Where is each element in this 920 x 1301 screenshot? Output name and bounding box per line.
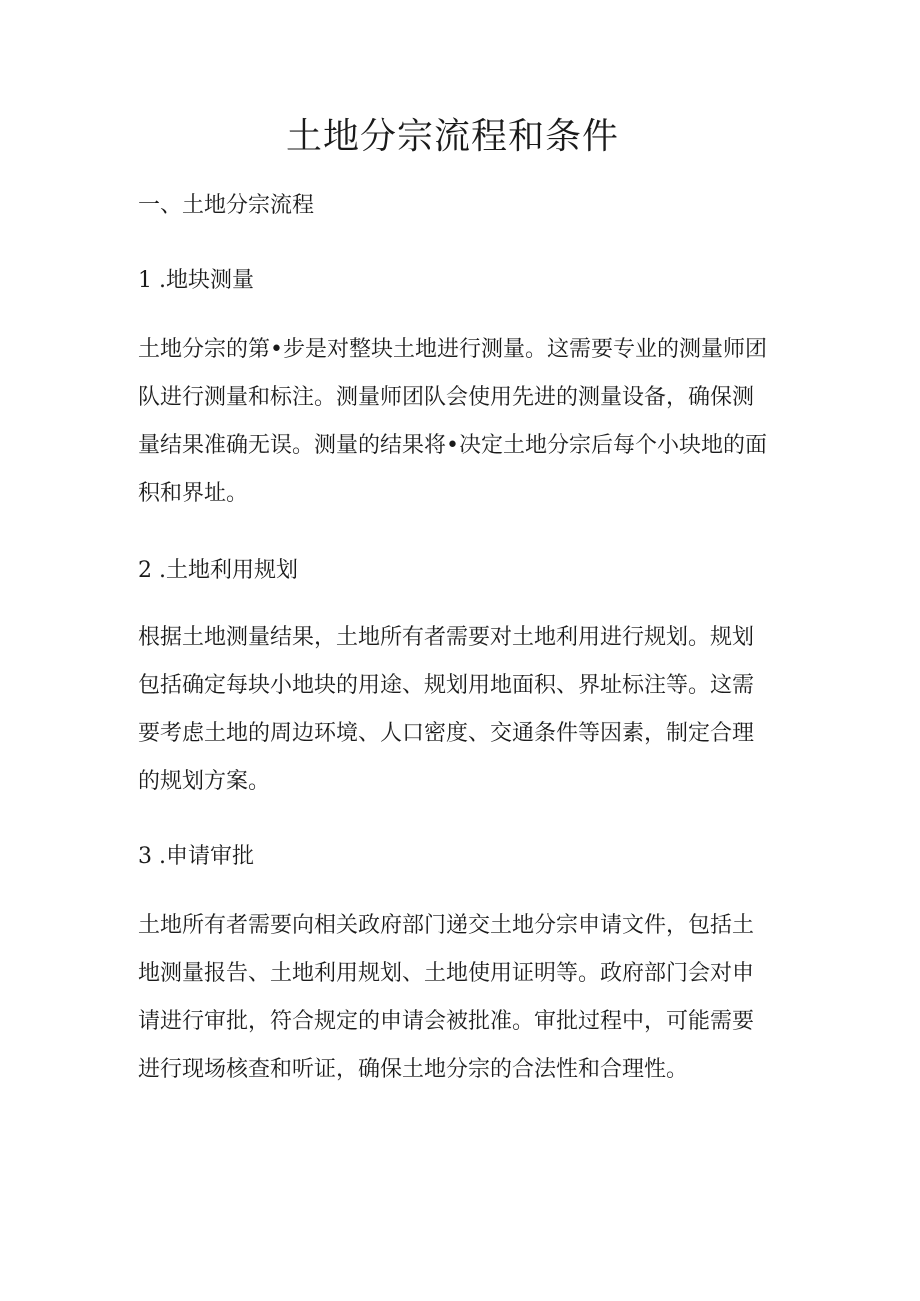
section-heading-land-subdivision-process: 一、土地分宗流程 [138,193,315,218]
step-body-land-survey: 土地分宗的第•步是对整块土地进行测量。这需要专业的测量师团队进行测量和标注。测量师团队会使用先进的测量设备，确保测量结果准确无误。测量的结果将•决定土地分宗后每个小块地的面积和界址。 [138,337,767,506]
step-heading-application-approval: 3 .申请审批 [138,844,254,869]
document-title: 土地分宗流程和条件 [285,116,619,157]
step-body-application-approval: 土地所有者需要向相关政府部门递交土地分宗申请文件，包括土地测量报告、土地利用规划、土地使用证明等。政府部门会对申请进行审批，符合规定的申请会被批准。审批过程中，可能需要进行现场核查和听证，确保土地分宗的合法性和合理性。 [138,913,755,1082]
step-body-land-use-planning: 根据土地测量结果，土地所有者需要对土地利用进行规划。规划包括确定每块小地块的用途、规划用地面积、界址标注等。这需要考虑土地的周边环境、人口密度、交通条件等因素，制定合理的规划方案。 [138,625,755,794]
step-heading-land-use-planning: 2 .土地利用规划 [138,558,298,583]
step-heading-land-survey: 1 .地块测量 [138,268,254,293]
